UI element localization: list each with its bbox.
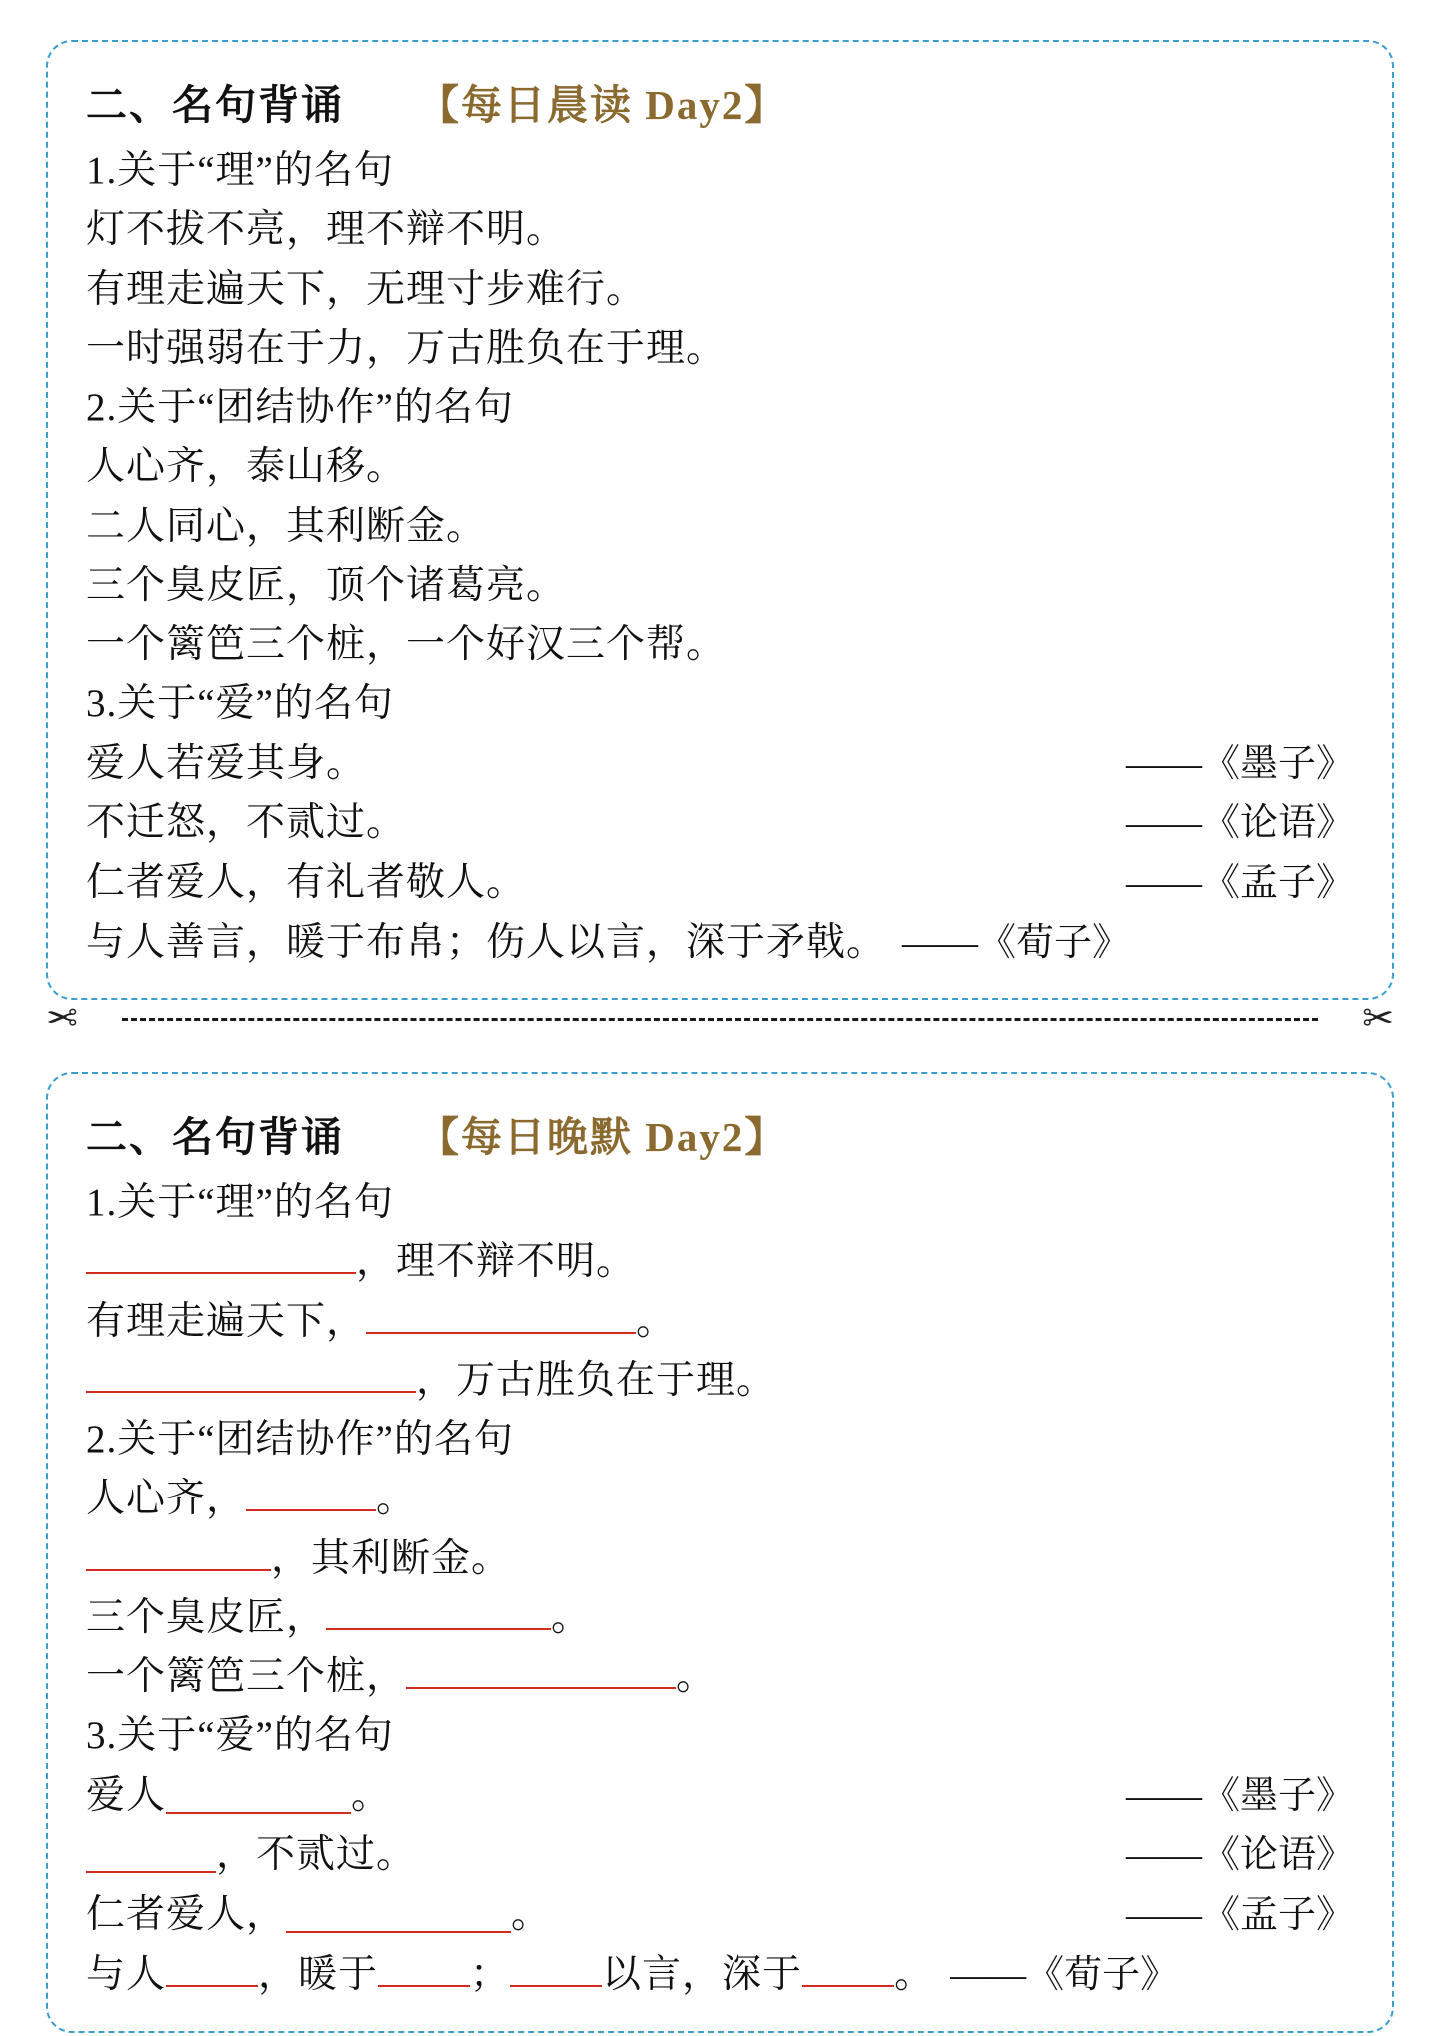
fill-blank-line: 人心齐， 。 <box>86 1469 1354 1528</box>
evening-card-heading: 二、名句背诵 <box>86 1114 344 1160</box>
morning-card-heading: 二、名句背诵 <box>86 82 344 128</box>
answer-blank[interactable] <box>366 1292 636 1334</box>
answer-blank[interactable] <box>246 1469 376 1511</box>
section-title: 3.关于“爱”的名句 <box>86 1714 394 1758</box>
quote-line: 人心齐，泰山移。 <box>86 445 407 489</box>
answer-blank[interactable] <box>510 1945 602 1987</box>
evening-card-header <box>86 1104 1354 1163</box>
fill-blank-line: ，理不辩不明。 <box>86 1232 1354 1291</box>
quote-source: ——《孟子》 <box>1125 862 1354 905</box>
answer-blank[interactable] <box>406 1647 676 1689</box>
section-title: 2.关于“团结协作”的名句 <box>86 1418 514 1462</box>
quote-line-with-source: 仁者爱人，有礼者敬人。 ——《孟子》 <box>86 853 1354 913</box>
section-title: 3.关于“爱”的名句 <box>86 682 394 726</box>
section-title: 1.关于“理”的名句 <box>86 149 394 192</box>
fill-blank-line: ，其利断金。 <box>86 1529 1354 1588</box>
answer-blank[interactable] <box>286 1891 511 1933</box>
answer-blank[interactable] <box>86 1351 416 1393</box>
quote-line: 二人同心，其利断金。 <box>86 504 487 548</box>
quote-source: ——《论语》 <box>1125 1834 1354 1877</box>
quote-source: ——《墨子》 <box>1125 1774 1354 1817</box>
morning-reading-card <box>46 40 1394 1000</box>
answer-blank[interactable] <box>166 1772 351 1814</box>
quote-line: 一时强弱在于力，万古胜负在于理。 <box>86 326 727 370</box>
quote-source: ——《孟子》 <box>1125 1894 1354 1937</box>
quote-source: ——《荀子》 <box>902 921 1131 964</box>
quote-source: ——《论语》 <box>1125 802 1354 845</box>
quote-line-with-source: 不迁怒，不贰过。 ——《论语》 <box>86 793 1354 853</box>
quote-line: 一个篱笆三个桩，一个好汉三个帮。 <box>86 623 727 667</box>
fill-blank-line: 一个篱笆三个桩， 。 <box>86 1647 1354 1706</box>
evening-card-tag: 【每日晚默 Day2】 <box>418 1114 788 1160</box>
cut-dashes <box>122 1018 1318 1021</box>
morning-card-tag: 【每日晨读 Day2】 <box>418 82 788 128</box>
quote-line-with-source: 与人善言，暖于布帛；伤人以言，深于矛戟。 ——《荀子》 <box>86 913 1354 973</box>
quote-line-with-source: 爱人若爱其身。 ——《墨子》 <box>86 734 1354 794</box>
answer-blank[interactable] <box>166 1945 258 1987</box>
answer-blank[interactable] <box>86 1232 356 1274</box>
morning-card-header <box>86 72 1354 131</box>
quote-source: ——《墨子》 <box>1125 742 1354 785</box>
fill-blank-line-with-source: 与人 ，暖于 ； 以言，深于 。 ——《荀子》 <box>86 1945 1354 2005</box>
scissors-icon: ✂ <box>1362 998 1394 1040</box>
fill-blank-line-with-source: 爱人 。 ——《墨子》 <box>86 1766 1354 1826</box>
answer-blank[interactable] <box>326 1588 551 1630</box>
answer-blank[interactable] <box>86 1831 216 1873</box>
fill-blank-line: 三个臭皮匠， 。 <box>86 1588 1354 1647</box>
cut-line <box>46 1000 1394 1038</box>
fill-blank-line: ，万古胜负在于理。 <box>86 1351 1354 1410</box>
fill-blank-line-with-source: ，不贰过。 ——《论语》 <box>86 1825 1354 1885</box>
fill-blank-line: 有理走遍天下， 。 <box>86 1292 1354 1351</box>
fill-blank-line-with-source: 仁者爱人， 。 ——《孟子》 <box>86 1885 1354 1945</box>
answer-blank[interactable] <box>378 1945 470 1987</box>
quote-line: 有理走遍天下，无理寸步难行。 <box>86 267 647 311</box>
section-title: 2.关于“团结协作”的名句 <box>86 386 514 430</box>
evening-dictation-card <box>46 1072 1394 2033</box>
answer-blank[interactable] <box>86 1529 271 1571</box>
answer-blank[interactable] <box>802 1945 894 1987</box>
quote-line: 三个臭皮匠，顶个诸葛亮。 <box>86 563 567 607</box>
quote-source: ——《荀子》 <box>950 1953 1179 1996</box>
quote-line: 灯不拔不亮，理不辩不明。 <box>86 208 567 252</box>
section-title: 1.关于“理”的名句 <box>86 1181 394 1224</box>
scissors-icon: ✂ <box>46 998 78 1040</box>
